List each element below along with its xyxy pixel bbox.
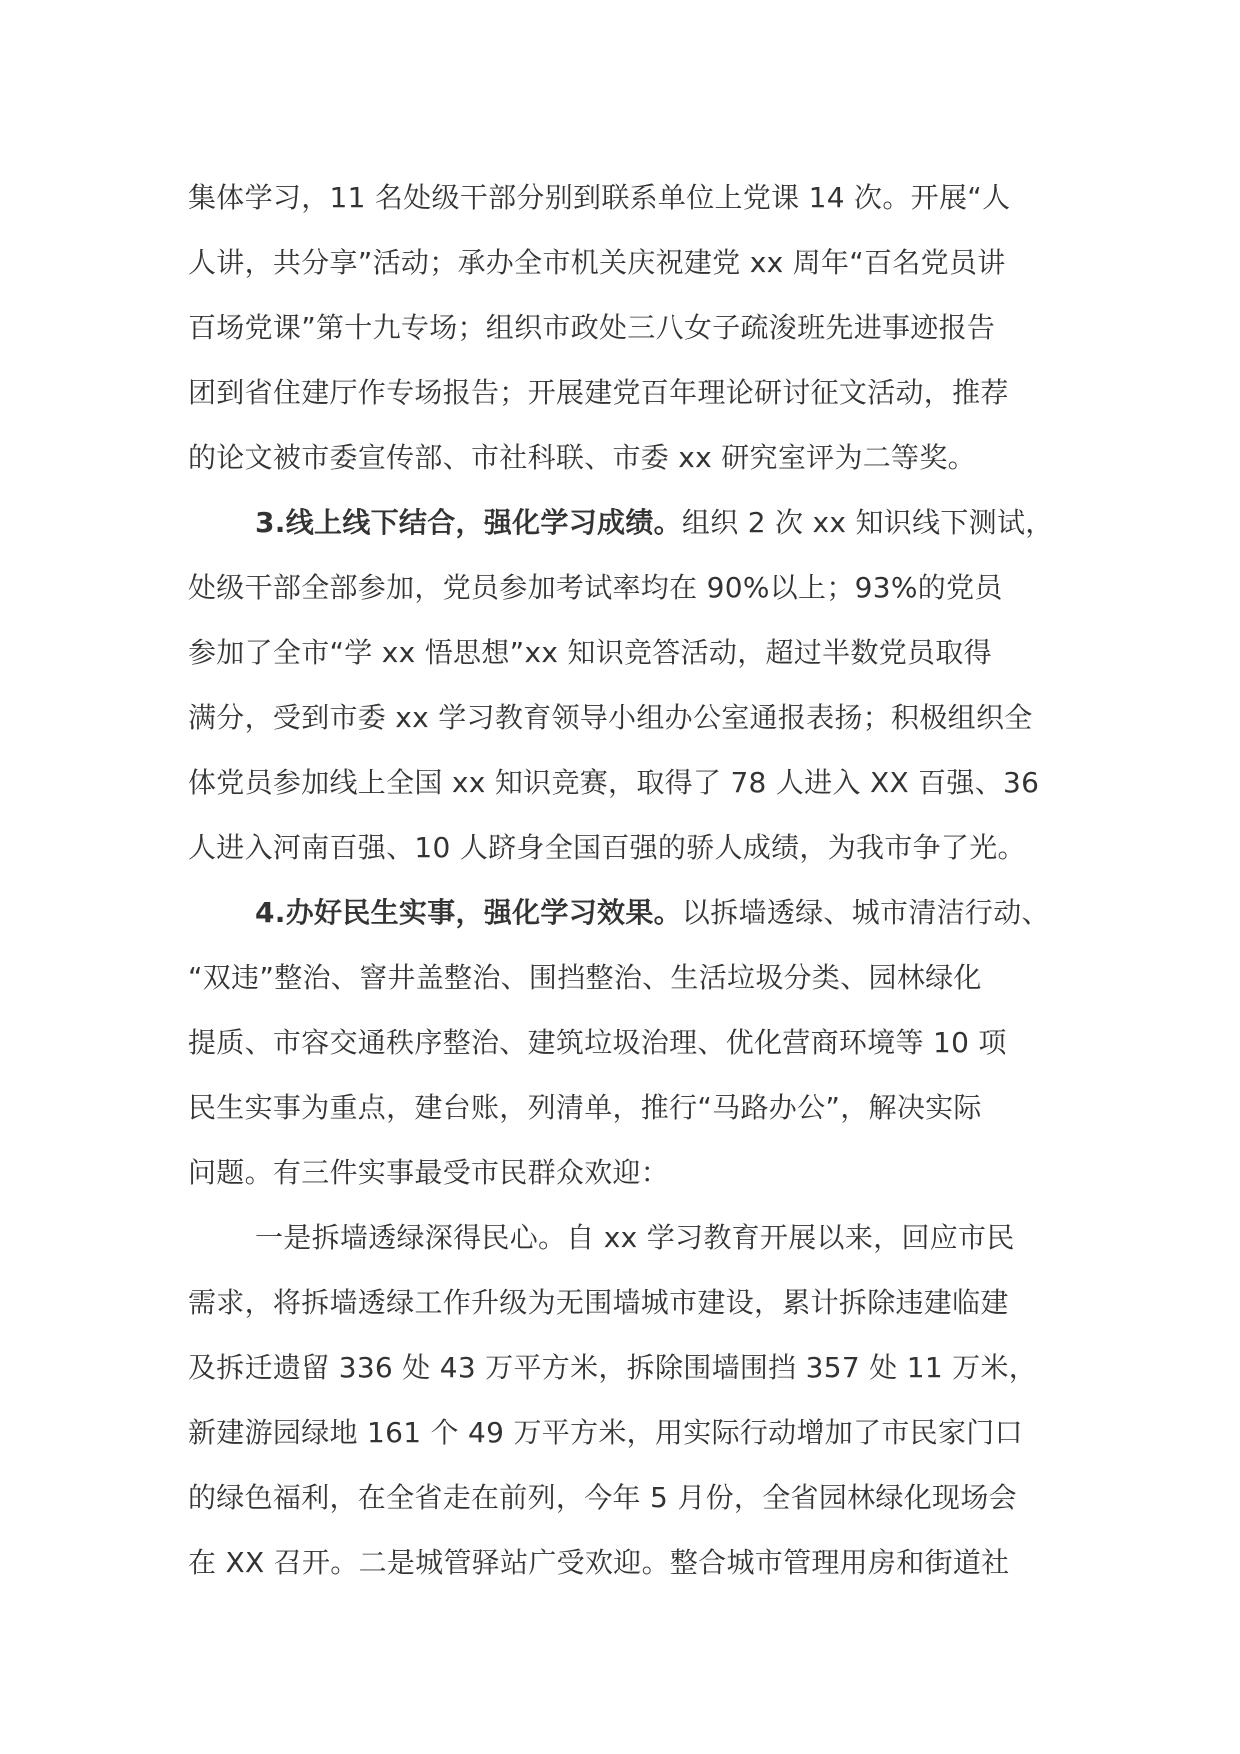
section-3-heading: 3.线上线下结合，强化学习成绩。: [255, 506, 682, 539]
text-line: 问题。有三件实事最受市民群众欢迎：: [188, 1156, 670, 1189]
text-line: 民生实事为重点，建台账，列清单，推行“马路办公”，解决实际: [188, 1091, 982, 1124]
text-line: 处级干部全部参加，党员参加考试率均在 90%以上；93%的党员: [188, 571, 1003, 604]
text-line: 体党员参加线上全国 xx 知识竞赛，取得了 78 人进入 XX 百强、36: [188, 766, 1040, 799]
text-line: 参加了全市“学 xx 悟思想”xx 知识竞答活动，超过半数党员取得: [188, 636, 992, 669]
text-line: 满分，受到市委 xx 学习教育领导小组办公室通报表扬；积极组织全: [188, 701, 1033, 734]
text-line: 团到省住建厅作专场报告；开展建党百年理论研讨征文活动，推荐: [188, 376, 1009, 409]
text-line: 人进入河南百强、10 人跻身全国百强的骄人成绩，为我市争了光。: [188, 831, 1026, 864]
text-line: 人讲，共分享”活动；承办全市机关庆祝建党 xx 周年“百名党员讲: [188, 246, 1006, 279]
text-line: 及拆迁遗留 336 处 43 万平方米，拆除围墙围挡 357 处 11 万米，: [188, 1351, 1038, 1384]
text-line: 新建游园绿地 161 个 49 万平方米，用实际行动增加了市民家门口: [188, 1416, 1023, 1449]
section-4-heading: 4.办好民生实事，强化学习效果。: [255, 896, 682, 929]
text-line: 提质、市容交通秩序整治、建筑垃圾治理、优化营商环境等 10 项: [188, 1026, 1007, 1059]
section-4-text: 以拆墙透绿、城市清洁行动、: [681, 896, 1050, 929]
text-line: 需求，将拆墙透绿工作升级为无围墙城市建设，累计拆除违建临建: [188, 1286, 1009, 1319]
text-line: 的论文被市委宣传部、市社科联、市委 xx 研究室评为二等奖。: [188, 441, 976, 474]
text-line: “双违”整治、窨井盖整治、围挡整治、生活垃圾分类、园林绿化: [188, 961, 982, 994]
body-text: [188, 165, 1068, 1595]
text-line: 集体学习，11 名处级干部分别到联系单位上党课 14 次。开展“人: [188, 181, 1011, 214]
section-3-first-line: [188, 490, 1068, 555]
text-line: 在 XX 召开。二是城管驿站广受欢迎。整合城市管理用房和街道社: [188, 1546, 1010, 1579]
paragraph-first-line: 一是拆墙透绿深得民心。自 xx 学习教育开展以来，回应市民: [255, 1221, 1015, 1254]
section-4-first-line: [188, 880, 1068, 945]
text-line: 百场党课”第十九专场；组织市政处三八女子疏浚班先进事迹报告: [188, 311, 996, 344]
section-3-text: 组织 2 次 xx 知识线下测试，: [681, 506, 1054, 539]
text-line: 的绿色福利，在全省走在前列，今年 5 月份，全省园林绿化现场会: [188, 1481, 1017, 1514]
